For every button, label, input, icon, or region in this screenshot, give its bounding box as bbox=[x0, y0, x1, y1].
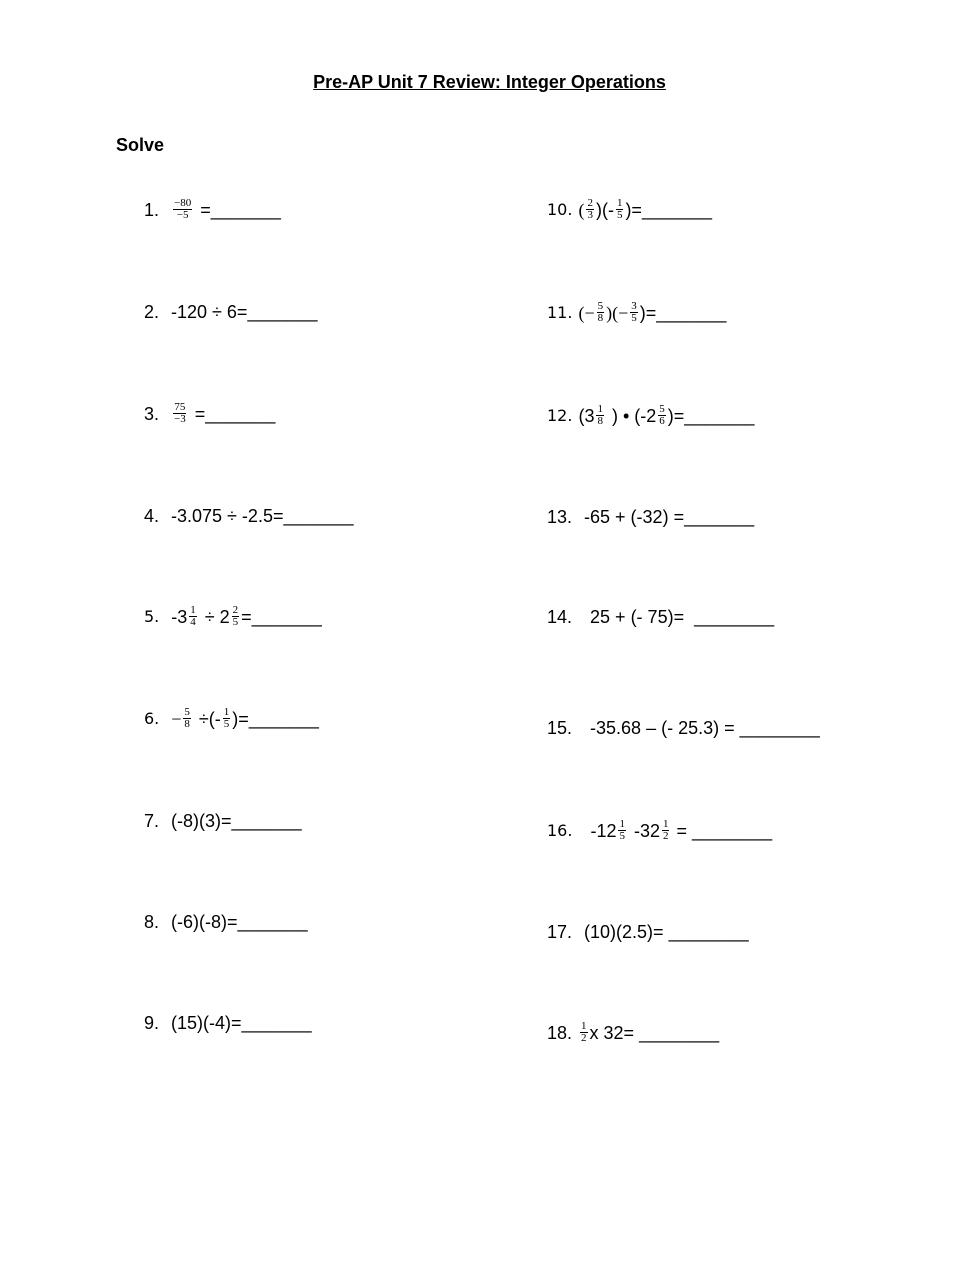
answer-blank[interactable]: ________ bbox=[668, 922, 749, 942]
problem-1 bbox=[144, 198, 281, 221]
fraction bbox=[580, 1021, 588, 1044]
problem-number: 3. bbox=[144, 403, 160, 424]
problem-3 bbox=[144, 402, 275, 425]
problem-number: 18. bbox=[547, 1022, 573, 1043]
fraction bbox=[586, 198, 594, 221]
denominator: 6 bbox=[659, 415, 665, 427]
expression-tail: )= bbox=[232, 708, 249, 729]
numerator: 1 bbox=[581, 1020, 587, 1032]
expression-tail: x 32= bbox=[589, 1022, 640, 1043]
expression: -120 ÷ 6= bbox=[171, 302, 248, 322]
expression: 25 + (- 75)= bbox=[590, 607, 695, 627]
fraction bbox=[658, 404, 666, 427]
numerator: 2 bbox=[232, 604, 239, 616]
answer-blank[interactable]: _______ bbox=[231, 811, 302, 831]
expression-part: (3 bbox=[578, 405, 595, 426]
denominator: 4 bbox=[190, 616, 196, 628]
answer-blank[interactable]: _______ bbox=[237, 912, 308, 932]
problem-16 bbox=[547, 819, 772, 842]
expression-part: ( bbox=[578, 199, 585, 220]
numerator: 3 bbox=[631, 300, 637, 312]
problem-8 bbox=[144, 911, 308, 933]
problem-4 bbox=[144, 505, 354, 527]
denominator: 8 bbox=[597, 312, 604, 324]
fraction bbox=[597, 301, 605, 324]
answer-blank[interactable]: _______ bbox=[210, 199, 281, 220]
problem-number: 11. bbox=[547, 302, 573, 322]
problem-number: 6. bbox=[144, 708, 160, 728]
problem-number: 10. bbox=[547, 199, 573, 219]
expression-part: -3 bbox=[171, 606, 188, 627]
fraction bbox=[173, 402, 187, 425]
denominator: 8 bbox=[597, 415, 603, 427]
answer-blank[interactable]: _______ bbox=[656, 302, 727, 323]
expression-part: ) • (-2 bbox=[611, 405, 657, 426]
expression-tail: = bbox=[241, 606, 252, 627]
expression: -35.68 – (- 25.3) = bbox=[590, 718, 740, 738]
problem-7 bbox=[144, 810, 302, 832]
expression-part: -12 bbox=[590, 820, 617, 841]
numerator: −80 bbox=[174, 197, 192, 209]
expression-part: -32 bbox=[633, 820, 660, 841]
denominator: 5 bbox=[616, 209, 623, 221]
answer-blank[interactable]: _______ bbox=[248, 708, 319, 729]
problem-14 bbox=[547, 606, 774, 628]
numerator: 5 bbox=[597, 300, 604, 312]
answer-blank[interactable]: _______ bbox=[641, 199, 713, 220]
expression-part: )(- bbox=[595, 199, 614, 220]
answer-blank[interactable]: ________ bbox=[694, 607, 775, 627]
denominator: 5 bbox=[631, 312, 637, 324]
problem-number: 14. bbox=[547, 607, 573, 627]
expression-tail: )= bbox=[639, 302, 657, 323]
expression-tail: )= bbox=[667, 405, 685, 426]
expression: -3.075 ÷ -2.5= bbox=[171, 506, 284, 526]
problem-number: 15. bbox=[547, 718, 573, 738]
problem-number: 13. bbox=[547, 507, 573, 527]
problem-number: 2. bbox=[144, 302, 160, 322]
problem-number: 17. bbox=[547, 922, 573, 942]
answer-blank[interactable]: _______ bbox=[251, 606, 322, 627]
problem-13 bbox=[547, 506, 754, 528]
fraction bbox=[596, 404, 604, 427]
problem-number: 1. bbox=[144, 199, 160, 220]
expression-tail: = bbox=[671, 820, 692, 841]
denominator: 3 bbox=[587, 209, 593, 221]
problem-5 bbox=[144, 605, 322, 628]
problem-18 bbox=[547, 1021, 719, 1044]
problem-number: 8. bbox=[144, 912, 160, 932]
problem-number: 7. bbox=[144, 811, 160, 831]
expression: (-8)(3)= bbox=[171, 811, 232, 831]
problem-15 bbox=[547, 717, 820, 739]
expression: -65 + (-32) = bbox=[584, 507, 685, 527]
numerator: 1 bbox=[619, 818, 625, 830]
problem-number: 12. bbox=[547, 405, 573, 425]
expression: (10)(2.5)= bbox=[584, 922, 669, 942]
denominator: −5 bbox=[176, 209, 189, 221]
denominator: 8 bbox=[184, 718, 190, 730]
fraction bbox=[189, 605, 197, 628]
fraction bbox=[183, 707, 191, 730]
answer-blank[interactable]: _______ bbox=[205, 403, 276, 424]
denominator: 2 bbox=[662, 830, 669, 842]
expression-part: − bbox=[171, 708, 182, 729]
problem-2 bbox=[144, 301, 318, 323]
problem-12 bbox=[547, 404, 754, 427]
fraction bbox=[662, 819, 670, 842]
numerator: 5 bbox=[659, 403, 665, 415]
expression-tail: = bbox=[200, 199, 211, 220]
problem-number: 9. bbox=[144, 1013, 160, 1033]
denominator: 5 bbox=[232, 616, 239, 628]
answer-blank[interactable]: ________ bbox=[639, 1022, 720, 1043]
fraction bbox=[223, 707, 231, 730]
fraction bbox=[173, 198, 192, 221]
problem-17 bbox=[547, 921, 749, 943]
problem-10 bbox=[547, 198, 712, 221]
answer-blank[interactable]: _______ bbox=[684, 405, 755, 426]
denominator: 5 bbox=[619, 830, 625, 842]
numerator: 1 bbox=[223, 706, 230, 718]
fraction bbox=[232, 605, 240, 628]
expression: (-6)(-8)= bbox=[171, 912, 238, 932]
denominator: 5 bbox=[223, 718, 230, 730]
numerator: 2 bbox=[587, 197, 593, 209]
expression-part: ÷(- bbox=[198, 708, 221, 729]
expression-part: (− bbox=[578, 302, 595, 323]
expression: (15)(-4)= bbox=[171, 1013, 242, 1033]
answer-blank[interactable]: _______ bbox=[241, 1013, 312, 1033]
numerator: 1 bbox=[662, 818, 669, 830]
denominator: 2 bbox=[581, 1032, 587, 1044]
fraction bbox=[618, 819, 626, 842]
answer-blank[interactable]: _______ bbox=[684, 507, 755, 527]
problem-9 bbox=[144, 1012, 312, 1034]
problem-11 bbox=[547, 301, 726, 324]
answer-blank[interactable]: _______ bbox=[247, 302, 318, 322]
problem-number: 5. bbox=[144, 606, 160, 626]
answer-blank[interactable]: ________ bbox=[739, 718, 820, 738]
numerator: 1 bbox=[597, 403, 603, 415]
fraction bbox=[630, 301, 638, 324]
denominator: −3 bbox=[174, 413, 186, 425]
page-title: Pre-AP Unit 7 Review: Integer Operations bbox=[313, 72, 666, 92]
problem-number: 4. bbox=[144, 506, 160, 526]
expression-tail: )= bbox=[625, 199, 642, 220]
numerator: 1 bbox=[616, 197, 623, 209]
expression-part: ÷ 2 bbox=[204, 606, 230, 627]
problem-6 bbox=[144, 707, 319, 730]
numerator: 1 bbox=[190, 604, 196, 616]
answer-blank[interactable]: _______ bbox=[283, 506, 354, 526]
problem-number: 16. bbox=[547, 820, 573, 840]
answer-blank[interactable]: ________ bbox=[692, 820, 773, 841]
fraction bbox=[616, 198, 624, 221]
numerator: 5 bbox=[184, 706, 190, 718]
expression-part: )(− bbox=[606, 302, 629, 323]
numerator: 75 bbox=[174, 401, 186, 413]
section-heading: Solve bbox=[116, 135, 165, 155]
expression-tail: = bbox=[194, 403, 206, 424]
